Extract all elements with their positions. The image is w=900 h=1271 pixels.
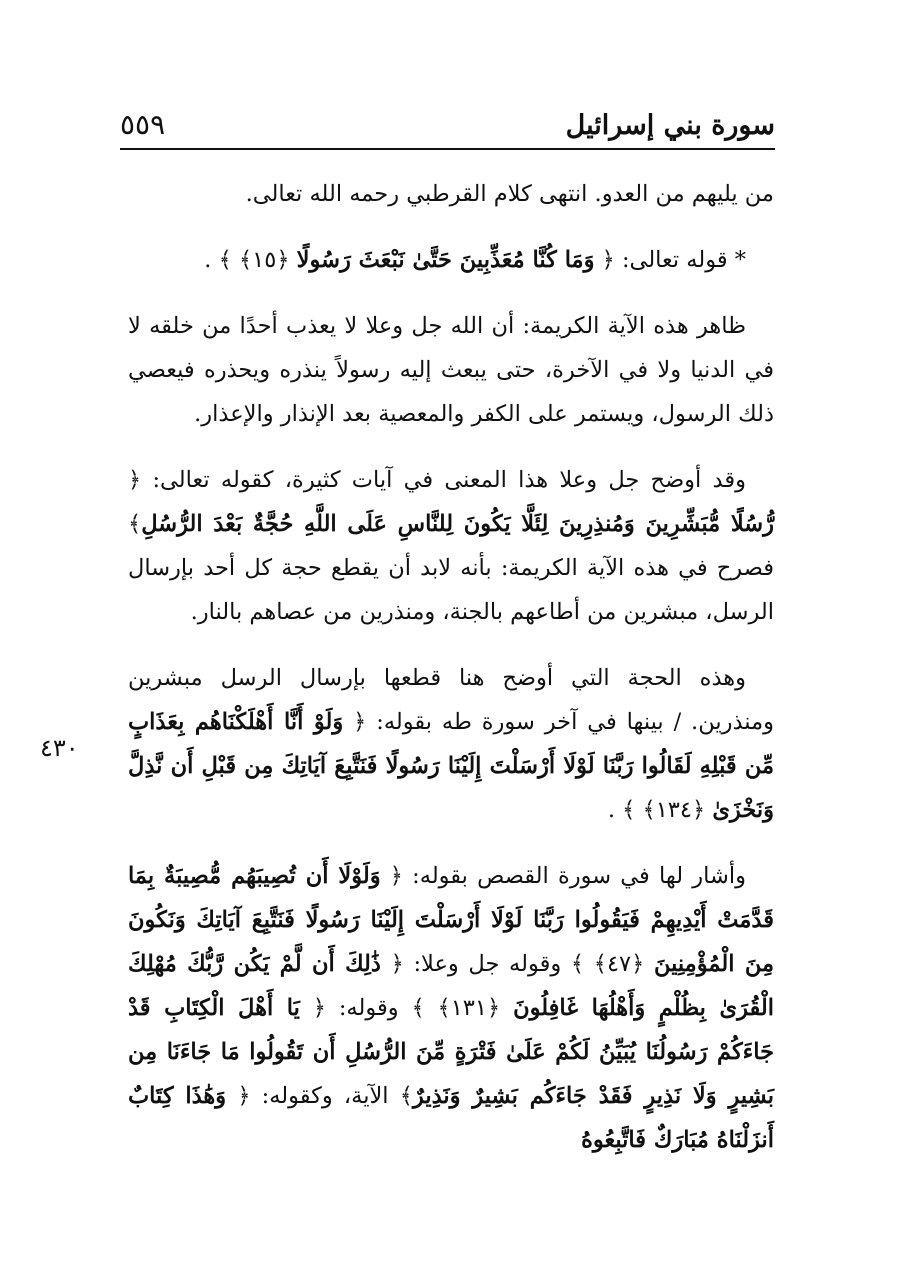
quran-open-bracket: ﴿ — [128, 467, 142, 493]
body-text — [128, 172, 774, 1162]
quran-close-bracket: ﴾ — [411, 995, 425, 1021]
quran-open-bracket: ﴿ — [390, 951, 404, 977]
paragraph-3 — [128, 304, 774, 436]
paragraph-4-lead: وقد أوضح جل وعلا هذا المعنى في آيات كثيرة، كقوله تعالى: — [141, 467, 746, 493]
quran-verse-7: وَهَٰذَا كِتَابٌ أَنزَلْنَاهُ مُبَارَكٌ فَاتَّبِعُوهُ — [128, 1083, 774, 1153]
paragraph-2 — [128, 238, 774, 282]
quran-close-bracket: ﴾ — [570, 951, 585, 977]
quran-close-bracket: ﴾ — [622, 797, 636, 823]
paragraph-2-end: . — [204, 247, 212, 273]
paragraph-3-text: ظاهر هذه الآية الكريمة: أن الله جل وعلا لا يعذب أحدًا من خلقه لا في الدنيا ولا في الآخرة، حتى يبعث إليه رسولاً ينذره ويحذره فيعصي ذلك الرسول، ويستمر على الكفر والمعصية بعد الإنذار والإعذار. — [128, 313, 774, 427]
header-divider — [120, 148, 775, 150]
paragraph-6-text-3: وقوله: — [325, 995, 412, 1021]
quran-verse-3: وَلَوْ أَنَّا أَهْلَكْنَاهُم بِعَذَابٍ مِّن قَبْلِهِ لَقَالُوا رَبَّنَا لَوْلَا أَرْسَلْتَ إِلَيْنَا رَسُولًا فَنَتَّبِعَ آيَاتِكَ مِن قَبْلِ أَن نَّذِلَّ وَنَخْزَىٰ — [128, 709, 774, 823]
quran-verse-2: رُّسُلًا مُّبَشِّرِينَ وَمُنذِرِينَ لِئَلَّا يَكُونَ لِلنَّاسِ عَلَى اللَّهِ حُجَّةٌ بَعْدَ الرُّسُلِ — [141, 511, 774, 537]
ayah-number-marker: ﴿١٣١﴾ — [437, 995, 501, 1021]
quran-verse-6: يَا أَهْلَ الْكِتَابِ قَدْ جَاءَكُمْ رَسُولُنَا يُبَيِّنُ لَكُمْ عَلَىٰ فَتْرَةٍ مِّنَ الرُّسُلِ أَن تَقُولُوا مَا جَاءَنَا مِن بَشِيرٍ وَلَا نَذِيرٍ فَقَدْ جَاءَكُم بَشِيرٌ وَنَذِيرٌ — [128, 995, 774, 1109]
paragraph-6-lead: وأشار لها في سورة القصص بقوله: — [402, 863, 746, 889]
ayah-number-marker: ﴿١٣٤﴾ — [642, 797, 706, 823]
quran-open-bracket: ﴿ — [389, 863, 403, 889]
paragraph-6 — [128, 854, 774, 1162]
quran-close-bracket: ﴾ — [128, 511, 142, 537]
paragraph-2-lead: * قوله تعالى: — [614, 247, 746, 273]
paragraph-6-text-4: الآية، وكقوله: — [250, 1083, 400, 1109]
quran-verse-4: وَلَوْلَا أَن تُصِيبَهُم مُّصِيبَةٌ بِمَا قَدَّمَتْ أَيْدِيهِمْ فَيَقُولُوا رَبَّنَا لَوْلَا أَرْسَلْتَ إِلَيْنَا رَسُولًا فَنَتَّبِعَ آيَاتِكَ وَنَكُونَ مِنَ الْمُؤْمِنِينَ — [128, 863, 774, 977]
quran-open-bracket: ﴿ — [312, 995, 326, 1021]
page-number: ٥٥٩ — [120, 108, 166, 141]
paragraph-1-text: من يليهم من العدو. انتهى كلام القرطبي رحمه الله تعالى. — [245, 181, 774, 207]
quran-close-bracket: ﴾ — [218, 247, 232, 273]
quran-close-bracket: ﴾ — [399, 1083, 413, 1109]
ayah-number-marker: ﴿٤٧﴾ — [593, 951, 645, 977]
paragraph-5 — [128, 656, 774, 832]
page-header — [120, 102, 775, 146]
surah-title: سورة بني إسرائيل — [565, 110, 775, 141]
ayah-number-marker: ﴿١٥﴾ — [238, 247, 290, 273]
quran-verse-5: ذَٰلِكَ أَن لَّمْ يَكُن رَّبُّكَ مُهْلِكَ الْقُرَىٰ بِظُلْمٍ وَأَهْلُهَا غَافِلُونَ — [128, 951, 775, 1021]
paragraph-6-text-2: وقوله جل وعلا: — [403, 951, 571, 977]
paragraph-5-lead: وهذه الحجة التي أوضح هنا قطعها بإرسال الرسل مبشرين ومنذرين. / بينها في آخر سورة طه بقوله: — [128, 665, 774, 735]
quran-verse-1: وَمَا كُنَّا مُعَذِّبِينَ حَتَّىٰ نَبْعَثَ رَسُولًا — [296, 247, 595, 273]
paragraph-4-rest: فصرح في هذه الآية الكريمة: بأنه لابد أن يقطع حجة كل أحد بإرسال الرسل، مبشرين من أطاعهم بالجنة، ومنذرين من عصاهم بالنار. — [128, 555, 774, 625]
paragraph-4 — [128, 458, 774, 634]
quran-open-bracket: ﴿ — [601, 247, 615, 273]
quran-open-bracket: ﴿ — [353, 709, 367, 735]
quran-open-bracket: ﴿ — [237, 1083, 251, 1109]
margin-page-reference: ٤٣٠ — [40, 734, 79, 762]
paragraph-1 — [128, 172, 774, 216]
paragraph-5-end: . — [607, 797, 616, 823]
